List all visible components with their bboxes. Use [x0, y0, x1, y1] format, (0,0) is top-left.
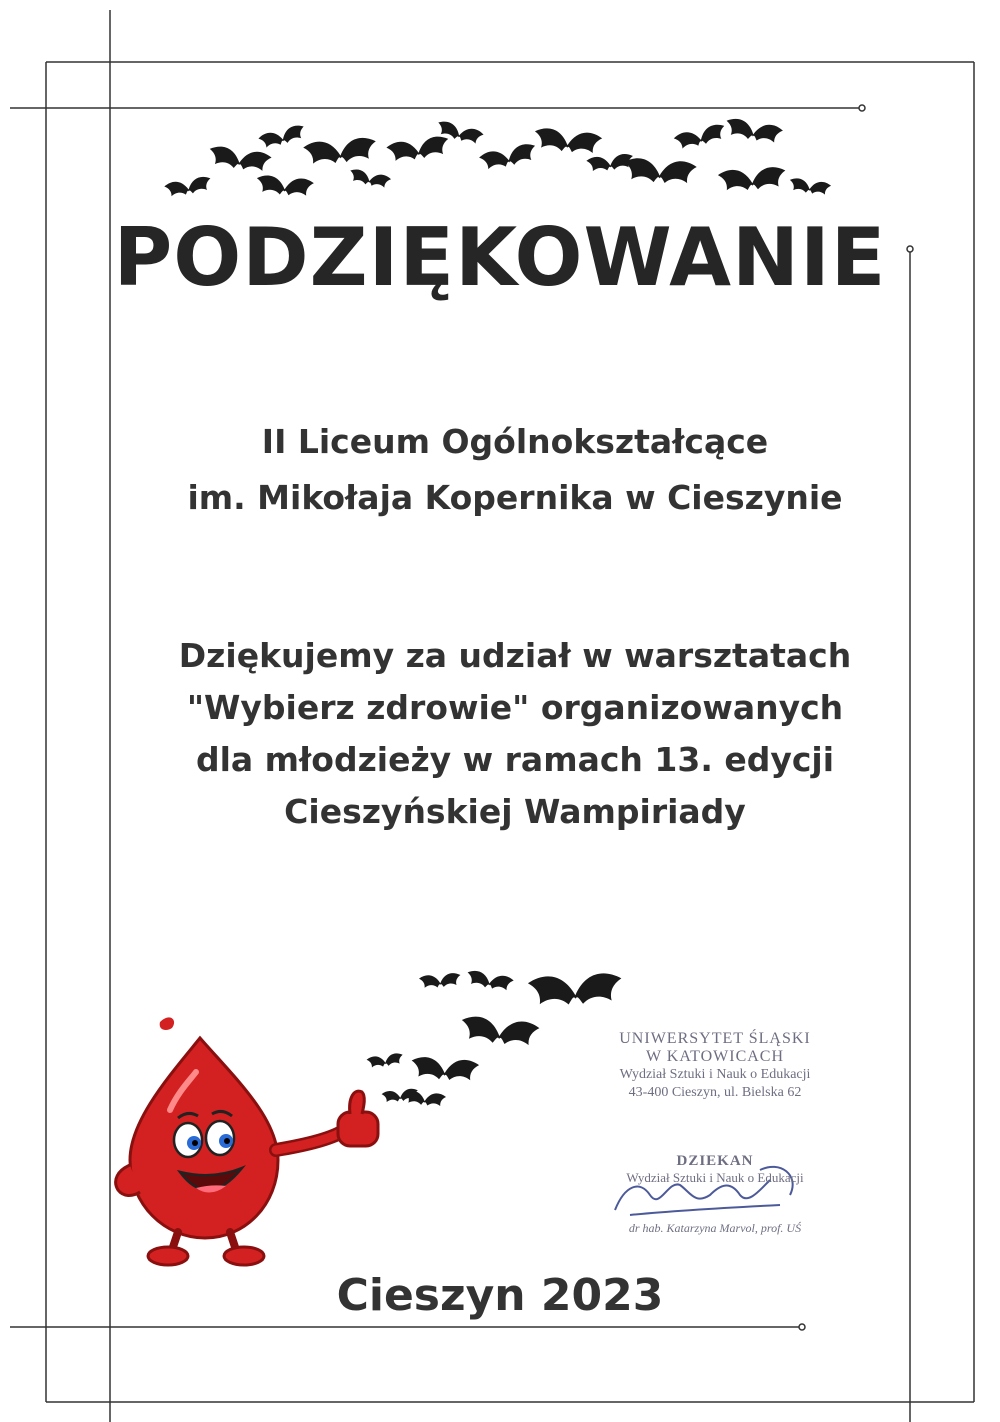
bat-icon — [478, 142, 538, 171]
bat-icon — [404, 1090, 447, 1107]
school-name — [60, 414, 970, 526]
bat-icon — [366, 1052, 404, 1068]
school-name-line: II Liceum Ogólnokształcące — [261, 422, 769, 461]
certificate-title: PODZIĘKOWANIE — [113, 211, 887, 304]
stamp-line: W KATOWICACH — [645, 1048, 785, 1065]
bat-icon — [623, 157, 697, 185]
bat-icon — [718, 166, 787, 192]
bat-icon — [256, 175, 315, 198]
bat-icon — [303, 137, 378, 166]
message-line: dla młodzieży w ramach 13. edycji — [195, 740, 835, 779]
stamp-line: Wydział Sztuki i Nauk o Edukacji — [619, 1067, 811, 1082]
message-line: "Wybierz zdrowie" organizowanych — [186, 688, 844, 727]
bat-icon — [419, 972, 462, 989]
message-line: Dziękujemy za udział w warsztatach — [178, 636, 852, 675]
bat-icon — [208, 145, 273, 173]
bat-icon — [533, 127, 602, 155]
bat-icon — [673, 123, 727, 151]
dean-faculty: Wydział Sztuki i Nauk o Edukacji — [626, 1170, 804, 1185]
bat-icon — [724, 117, 783, 145]
bat-icon — [258, 124, 307, 150]
message-line: Cieszyńskiej Wampiriady — [284, 792, 746, 831]
stamp-line: 43-400 Cieszyn, ul. Bielska 62 — [628, 1085, 802, 1100]
dean-name: dr hab. Katarzyna Marvol, prof. UŚ — [628, 1221, 802, 1235]
bat-icon — [788, 177, 831, 196]
dean-title: DZIEKAN — [676, 1153, 754, 1169]
bat-icon — [528, 972, 623, 1006]
top-bat-swarm — [164, 117, 832, 198]
bat-icon — [466, 969, 515, 992]
bat-icon — [410, 1056, 479, 1082]
bat-icon — [460, 1015, 540, 1047]
bat-icon — [348, 168, 391, 189]
stamp-line: UNIWERSYTET ŚLĄSKI — [619, 1030, 811, 1047]
blood-drop-mascot — [116, 1017, 378, 1265]
university-stamp — [560, 1030, 870, 1102]
dean-stamp — [560, 1152, 870, 1236]
thank-you-message — [60, 630, 970, 838]
school-name-line: im. Mikołaja Kopernika w Cieszynie — [187, 478, 843, 517]
place-and-year: Cieszyn 2023 — [336, 1270, 664, 1321]
bat-icon — [386, 135, 451, 163]
bat-icon — [164, 175, 213, 198]
